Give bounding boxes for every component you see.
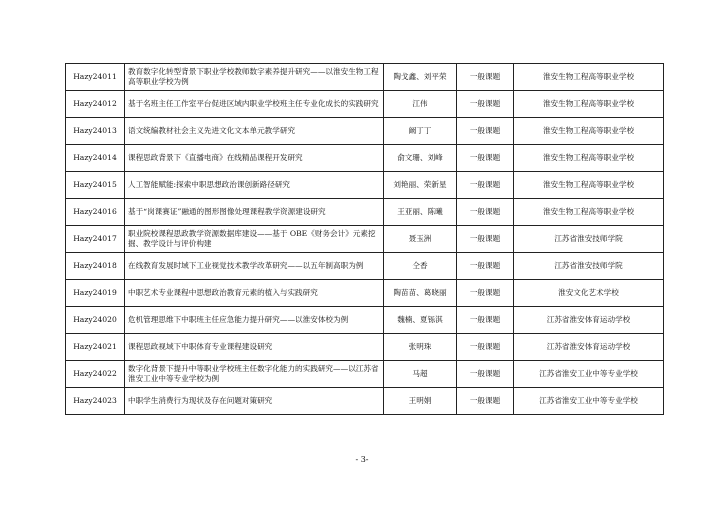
table-row	[66, 118, 664, 145]
table-row	[66, 91, 664, 118]
project-type-cell: 一般课题	[457, 199, 514, 226]
project-org-cell: 淮安生物工程高等职业学校	[514, 64, 664, 91]
table-row	[66, 172, 664, 199]
project-title-cell: 职业院校课程思政教学资源数据库建设——基于 OBE《财务会计》元素挖掘、教学设计与评价构建	[125, 226, 384, 253]
table-row	[66, 253, 664, 280]
project-type-cell: 一般课题	[457, 64, 514, 91]
table-row	[66, 388, 664, 415]
project-authors-cell: 魏楠、夏铄淇	[384, 307, 457, 334]
project-authors-cell: 王亚丽、陈曦	[384, 199, 457, 226]
project-title-cell: 基于名班主任工作室平台促进区域内职业学校班主任专业化成长的实践研究	[125, 91, 384, 118]
table-row	[66, 145, 664, 172]
project-authors-cell: 陶苗苗、葛晓丽	[384, 280, 457, 307]
project-org-cell: 江苏省淮安技师学院	[514, 226, 664, 253]
project-type-cell: 一般课题	[457, 118, 514, 145]
project-type-cell: 一般课题	[457, 91, 514, 118]
project-id-cell: Hazy24023	[66, 388, 125, 415]
project-id-cell: Hazy24016	[66, 199, 125, 226]
project-type-cell: 一般课题	[457, 307, 514, 334]
project-title-cell: 教育数字化转型背景下职业学校教师数字素养提升研究——以淮安生物工程高等职业学校为例	[125, 64, 384, 91]
project-id-cell: Hazy24022	[66, 361, 125, 388]
project-type-cell: 一般课题	[457, 361, 514, 388]
project-authors-cell: 张明珠	[384, 334, 457, 361]
project-title-cell: 在线教育发展时域下工业视觉技术教学改革研究——以五年制高职为例	[125, 253, 384, 280]
project-authors-cell: 马超	[384, 361, 457, 388]
project-title-cell: 人工智能赋能:探索中职思想政治课创新路径研究	[125, 172, 384, 199]
project-org-cell: 江苏省淮安体育运动学校	[514, 334, 664, 361]
project-authors-cell: 陶戈鑫、刘平荣	[384, 64, 457, 91]
project-id-cell: Hazy24017	[66, 226, 125, 253]
project-table	[65, 63, 664, 415]
project-title-cell: 语文统编教材社会主义先进文化文本单元教学研究	[125, 118, 384, 145]
project-id-cell: Hazy24012	[66, 91, 125, 118]
project-org-cell: 江苏省淮安工业中等专业学校	[514, 361, 664, 388]
project-title-cell: 中职艺术专业课程中思想政治教育元素的植入与实践研究	[125, 280, 384, 307]
project-title-cell: 危机管理思维下中职班主任应急能力提升研究——以淮安体校为例	[125, 307, 384, 334]
page-number: - 3-	[355, 455, 369, 464]
project-id-cell: Hazy24019	[66, 280, 125, 307]
project-id-cell: Hazy24021	[66, 334, 125, 361]
project-id-cell: Hazy24018	[66, 253, 125, 280]
project-type-cell: 一般课题	[457, 226, 514, 253]
table-row	[66, 64, 664, 91]
table-row	[66, 361, 664, 388]
project-type-cell: 一般课题	[457, 172, 514, 199]
project-title-cell: 课程思政背景下《直播电商》在线精品课程开发研究	[125, 145, 384, 172]
project-org-cell: 淮安生物工程高等职业学校	[514, 172, 664, 199]
project-type-cell: 一般课题	[457, 280, 514, 307]
project-type-cell: 一般课题	[457, 334, 514, 361]
project-type-cell: 一般课题	[457, 145, 514, 172]
table-row	[66, 226, 664, 253]
project-title-cell: 数字化背景下提升中等职业学校班主任数字化能力的实践研究——以江苏省淮安工业中等专业学校为例	[125, 361, 384, 388]
project-org-cell: 江苏省淮安工业中等专业学校	[514, 388, 664, 415]
table-row	[66, 280, 664, 307]
project-title-cell: 中职学生消费行为现状及存在问题对策研究	[125, 388, 384, 415]
project-type-cell: 一般课题	[457, 388, 514, 415]
project-table-body	[66, 64, 664, 415]
project-id-cell: Hazy24014	[66, 145, 125, 172]
project-org-cell: 淮安生物工程高等职业学校	[514, 145, 664, 172]
project-title-cell: 基于“岗课赛证”融通的图形图像处理课程教学资源建设研究	[125, 199, 384, 226]
project-org-cell: 淮安生物工程高等职业学校	[514, 91, 664, 118]
table-row	[66, 199, 664, 226]
project-org-cell: 淮安生物工程高等职业学校	[514, 199, 664, 226]
project-id-cell: Hazy24020	[66, 307, 125, 334]
table-row	[66, 334, 664, 361]
project-authors-cell: 仝香	[384, 253, 457, 280]
project-title-cell: 课程思政视域下中职体育专业课程建设研究	[125, 334, 384, 361]
project-authors-cell: 聂玉洲	[384, 226, 457, 253]
project-authors-cell: 王明娟	[384, 388, 457, 415]
project-authors-cell: 刘艳丽、荣新星	[384, 172, 457, 199]
project-org-cell: 淮安生物工程高等职业学校	[514, 118, 664, 145]
project-id-cell: Hazy24013	[66, 118, 125, 145]
project-authors-cell: 阚丁丁	[384, 118, 457, 145]
table-row	[66, 307, 664, 334]
project-org-cell: 淮安文化艺术学校	[514, 280, 664, 307]
project-type-cell: 一般课题	[457, 253, 514, 280]
project-authors-cell: 江伟	[384, 91, 457, 118]
project-org-cell: 江苏省淮安体育运动学校	[514, 307, 664, 334]
project-id-cell: Hazy24015	[66, 172, 125, 199]
project-id-cell: Hazy24011	[66, 64, 125, 91]
project-authors-cell: 俞文珊、刘峰	[384, 145, 457, 172]
project-org-cell: 江苏省淮安技师学院	[514, 253, 664, 280]
